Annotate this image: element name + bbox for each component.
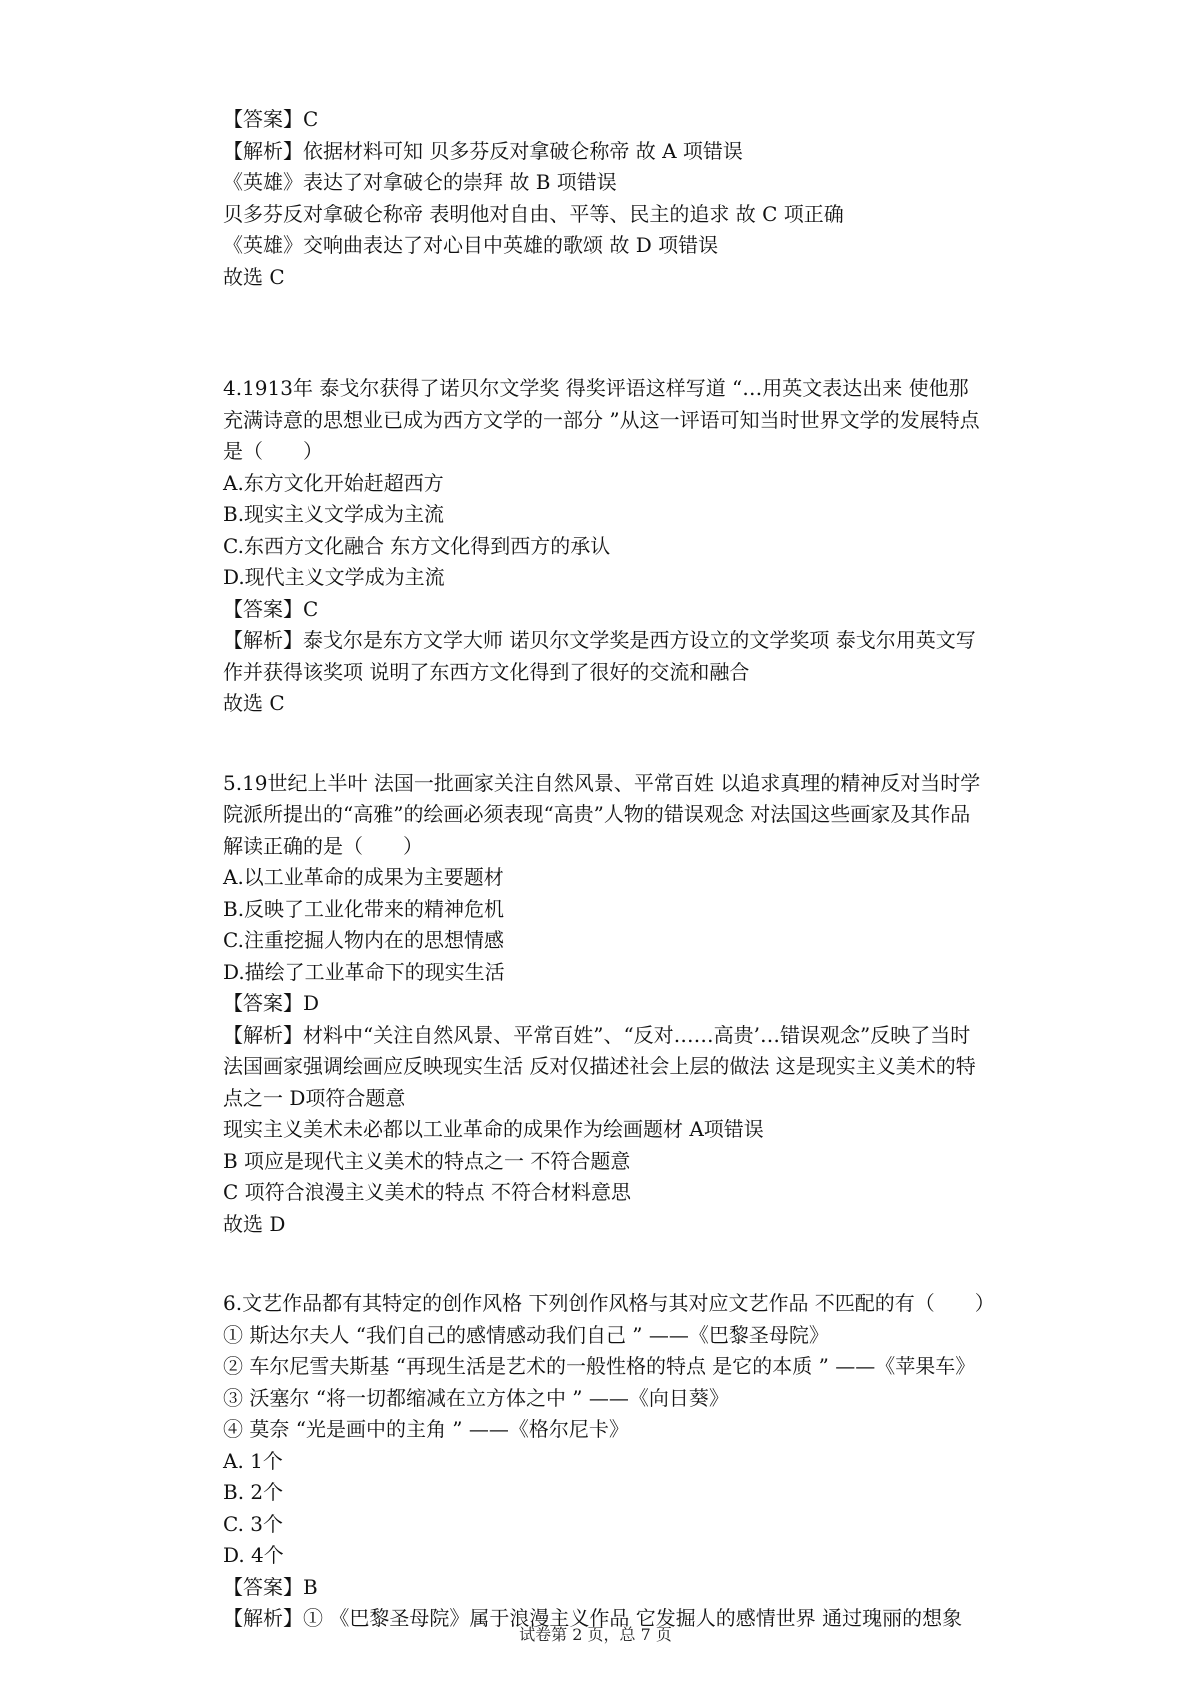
question-6-block — [223, 1288, 1043, 1635]
option-b: B. 2个 — [223, 1480, 284, 1504]
option-d: D.描绘了工业革命下的现实生活 — [223, 959, 505, 984]
question-stem-line: 充满诗意的思想业已成为西方文学的一部分 ”从这一评语可知当时世界文学的发展特点 — [223, 407, 980, 432]
question-4-block — [223, 373, 1043, 720]
question-stem-line: 解读正确的是（ ） — [223, 833, 423, 858]
option-a: A.以工业革命的成果为主要题材 — [223, 865, 504, 889]
statement-4: ④ 莫奈 “光是画中的主角 ” ——《格尔尼卡》 — [223, 1417, 629, 1441]
answer-line: 【答案】C — [223, 107, 319, 131]
spacer — [223, 293, 1043, 373]
question-stem-line: 院派所提出的“高雅”的绘画必须表现“高贵”人物的错误观念 对法国这些画家及其作品 — [223, 802, 971, 826]
question-stem-line: 是（ ） — [223, 439, 323, 463]
question-5-block — [223, 768, 1043, 1241]
option-d: D.现代主义文学成为主流 — [223, 565, 445, 589]
answer-line: 【答案】C — [223, 596, 319, 621]
analysis-line: 【解析】依据材料可知 贝多芬反对拿破仑称帝 故 A 项错误 — [223, 138, 743, 163]
option-b: B.反映了工业化带来的精神危机 — [223, 896, 505, 921]
page-content — [223, 104, 1043, 1635]
option-a: A.东方文化开始赶超西方 — [223, 470, 444, 495]
analysis-line: 【解析】材料中“关注自然风景、平常百姓”、“反对……高贵’…错误观念”反映了当时 — [223, 1022, 971, 1047]
analysis-line: 【解析】① 《巴黎圣母院》属于浪漫主义作品 它发掘人的感情世界 通过瑰丽的想象 — [223, 1606, 963, 1630]
answer-line: 【答案】D — [223, 991, 320, 1015]
statement-3: ③ 沃塞尔 “将一切都缩减在立方体之中 ” ——《向日葵》 — [223, 1385, 729, 1410]
spacer — [223, 1240, 1043, 1288]
analysis-line: B 项应是现代主义美术的特点之一 不符合题意 — [223, 1148, 631, 1173]
analysis-line: 《英雄》交响曲表达了对心目中英雄的歌颂 故 D 项错误 — [223, 233, 719, 257]
question-stem-line: 6.文艺作品都有其特定的创作风格 下列创作风格与其对应文艺作品 不匹配的有（ ） — [223, 1291, 995, 1315]
page-footer: 试卷第 2 页，总 7 页 — [519, 1625, 672, 1644]
analysis-line: C 项符合浪漫主义美术的特点 不符合材料意思 — [223, 1180, 632, 1204]
statement-2: ② 车尔尼雪夫斯基 “再现生活是艺术的一般性格的特点 是它的本质 ” ——《苹果车》 — [223, 1354, 976, 1378]
analysis-line: 作并获得该奖项 说明了东西方文化得到了很好的交流和融合 — [223, 659, 750, 684]
analysis-line: 【解析】泰戈尔是东方文学大师 诺贝尔文学奖是西方设立的文学奖项 泰戈尔用英文写 — [223, 628, 976, 652]
analysis-line: 法国画家强调绘画应反映现实生活 反对仅描述社会上层的做法 这是现实主义美术的特 — [223, 1054, 976, 1078]
conclusion-line: 故选 D — [223, 1211, 286, 1236]
analysis-line: 《英雄》表达了对拿破仑的崇拜 故 B 项错误 — [223, 170, 617, 194]
conclusion-line: 故选 C — [223, 264, 285, 289]
option-c: C. 3个 — [223, 1511, 284, 1536]
spacer — [223, 720, 1043, 768]
analysis-line: 贝多芬反对拿破仑称帝 表明他对自由、平等、民主的追求 故 C 项正确 — [223, 201, 844, 226]
conclusion-line: 故选 C — [223, 691, 285, 715]
question-stem-line: 4.1913年 泰戈尔获得了诺贝尔文学奖 得奖评语这样写道 “…用英文表达出来 使他那 — [223, 376, 969, 400]
question-3-answer-block — [223, 104, 1043, 293]
analysis-line: 点之一 D项符合题意 — [223, 1085, 406, 1110]
statement-1: ① 斯达尔夫人 “我们自己的感情感动我们自己 ” ——《巴黎圣母院》 — [223, 1322, 829, 1347]
option-d: D. 4个 — [223, 1543, 284, 1567]
question-stem-line: 5.19世纪上半叶 法国一批画家关注自然风景、平常百姓 以追求真理的精神反对当时学 — [223, 770, 981, 795]
option-c: C.东西方文化融合 东方文化得到西方的承认 — [223, 533, 611, 558]
option-a: A. 1个 — [223, 1448, 283, 1473]
answer-line: 【答案】B — [223, 1574, 318, 1599]
option-b: B.现实主义文学成为主流 — [223, 502, 445, 526]
option-c: C.注重挖掘人物内在的思想情感 — [223, 928, 504, 952]
analysis-line: 现实主义美术未必都以工业革命的成果作为绘画题材 A项错误 — [223, 1117, 764, 1141]
